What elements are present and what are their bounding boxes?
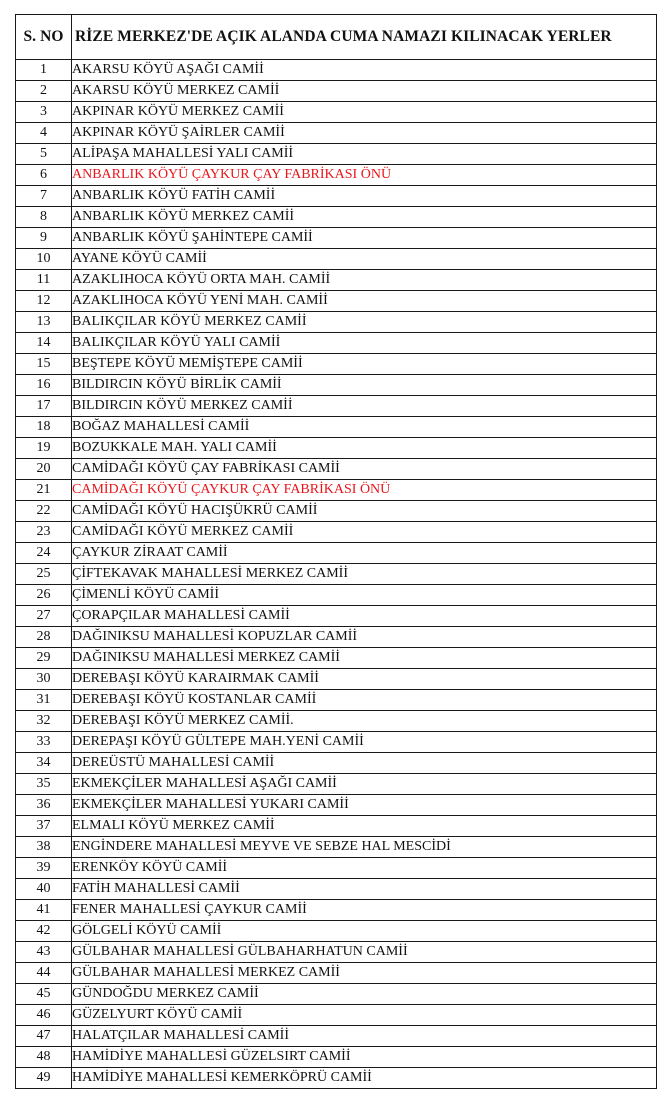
row-location-name: FATİH MAHALLESİ CAMİİ [72,879,657,900]
table-row [16,522,657,543]
table-row [16,648,657,669]
row-location-name: DEREPAŞI KÖYÜ GÜLTEPE MAH.YENİ CAMİİ [72,732,657,753]
table-row [16,228,657,249]
row-number: 26 [16,585,72,606]
row-number: 9 [16,228,72,249]
row-number: 2 [16,81,72,102]
row-number: 6 [16,165,72,186]
row-number: 30 [16,669,72,690]
row-number: 19 [16,438,72,459]
table-row [16,165,657,186]
row-location-name: ÇİFTEKAVAK MAHALLESİ MERKEZ CAMİİ [72,564,657,585]
table-row [16,396,657,417]
row-number: 45 [16,984,72,1005]
table-row [16,1005,657,1026]
row-location-name: ANBARLIK KÖYÜ FATİH CAMİİ [72,186,657,207]
row-location-name: GÜNDOĞDU MERKEZ CAMİİ [72,984,657,1005]
row-location-name: DEREBAŞI KÖYÜ KARAIRMAK CAMİİ [72,669,657,690]
row-number: 43 [16,942,72,963]
row-number: 21 [16,480,72,501]
row-number: 4 [16,123,72,144]
row-number: 10 [16,249,72,270]
row-number: 25 [16,564,72,585]
table-row [16,753,657,774]
table-row [16,879,657,900]
row-number: 15 [16,354,72,375]
table-row [16,942,657,963]
table-row [16,816,657,837]
table-row [16,207,657,228]
row-location-name: HALATÇILAR MAHALLESİ CAMİİ [72,1026,657,1047]
row-number: 46 [16,1005,72,1026]
row-location-name: ÇİMENLİ KÖYÜ CAMİİ [72,585,657,606]
table-row [16,501,657,522]
row-number: 47 [16,1026,72,1047]
row-location-name: DEREBAŞI KÖYÜ MERKEZ CAMİİ. [72,711,657,732]
row-location-name: BALIKÇILAR KÖYÜ YALI CAMİİ [72,333,657,354]
row-location-name: BOZUKKALE MAH. YALI CAMİİ [72,438,657,459]
row-number: 42 [16,921,72,942]
table-row [16,249,657,270]
row-location-name: HAMİDİYE MAHALLESİ KEMERKÖPRÜ CAMİİ [72,1068,657,1089]
row-number: 37 [16,816,72,837]
row-number: 5 [16,144,72,165]
table-row [16,438,657,459]
column-header-no: S. NO [16,15,72,60]
row-location-name: ENGİNDERE MAHALLESİ MEYVE VE SEBZE HAL MESCİDİ [72,837,657,858]
table-row [16,186,657,207]
row-location-name: BOĞAZ MAHALLESİ CAMİİ [72,417,657,438]
mosque-list-table [15,14,657,1089]
row-number: 44 [16,963,72,984]
table-row [16,984,657,1005]
table-row [16,1026,657,1047]
row-number: 8 [16,207,72,228]
row-location-name: BALIKÇILAR KÖYÜ MERKEZ CAMİİ [72,312,657,333]
table-body [16,60,657,1089]
table-row [16,291,657,312]
table-row [16,564,657,585]
table-row [16,312,657,333]
row-number: 29 [16,648,72,669]
table-row [16,102,657,123]
row-location-name: ERENKÖY KÖYÜ CAMİİ [72,858,657,879]
row-location-name: BEŞTEPE KÖYÜ MEMİŞTEPE CAMİİ [72,354,657,375]
table-row [16,543,657,564]
row-location-name: AZAKLIHOCA KÖYÜ ORTA MAH. CAMİİ [72,270,657,291]
row-location-name: ANBARLIK KÖYÜ MERKEZ CAMİİ [72,207,657,228]
row-location-name: DAĞINIKSU MAHALLESİ MERKEZ CAMİİ [72,648,657,669]
row-number: 24 [16,543,72,564]
row-location-name: AZAKLIHOCA KÖYÜ YENİ MAH. CAMİİ [72,291,657,312]
row-location-name: GÜLBAHAR MAHALLESİ MERKEZ CAMİİ [72,963,657,984]
row-number: 7 [16,186,72,207]
row-location-name: DAĞINIKSU MAHALLESİ KOPUZLAR CAMİİ [72,627,657,648]
table-row [16,921,657,942]
row-number: 27 [16,606,72,627]
row-number: 35 [16,774,72,795]
row-location-name: ANBARLIK KÖYÜ ÇAYKUR ÇAY FABRİKASI ÖNÜ [72,165,657,186]
row-number: 40 [16,879,72,900]
row-number: 49 [16,1068,72,1089]
row-number: 34 [16,753,72,774]
table-row [16,270,657,291]
row-location-name: HAMİDİYE MAHALLESİ GÜZELSIRT CAMİİ [72,1047,657,1068]
row-location-name: ÇAYKUR ZİRAAT CAMİİ [72,543,657,564]
row-location-name: BILDIRCIN KÖYÜ MERKEZ CAMİİ [72,396,657,417]
row-number: 22 [16,501,72,522]
row-number: 23 [16,522,72,543]
row-number: 1 [16,60,72,81]
table-row [16,585,657,606]
table-row [16,627,657,648]
row-location-name: CAMİDAĞI KÖYÜ HACIŞÜKRÜ CAMİİ [72,501,657,522]
row-location-name: AKPINAR KÖYÜ ŞAİRLER CAMİİ [72,123,657,144]
table-row [16,375,657,396]
row-location-name: DEREÜSTÜ MAHALLESİ CAMİİ [72,753,657,774]
row-number: 33 [16,732,72,753]
row-location-name: AKPINAR KÖYÜ MERKEZ CAMİİ [72,102,657,123]
table-row [16,333,657,354]
table-row [16,81,657,102]
table-row [16,963,657,984]
row-location-name: BILDIRCIN KÖYÜ BİRLİK CAMİİ [72,375,657,396]
table-row [16,669,657,690]
column-header-name: RİZE MERKEZ'DE AÇIK ALANDA CUMA NAMAZI KILINACAK YERLER [72,15,657,60]
table-row [16,900,657,921]
row-location-name: AYANE KÖYÜ CAMİİ [72,249,657,270]
row-number: 39 [16,858,72,879]
row-number: 16 [16,375,72,396]
table-row [16,795,657,816]
row-number: 28 [16,627,72,648]
row-location-name: ELMALI KÖYÜ MERKEZ CAMİİ [72,816,657,837]
row-location-name: DEREBAŞI KÖYÜ KOSTANLAR CAMİİ [72,690,657,711]
table-row [16,837,657,858]
row-location-name: CAMİDAĞI KÖYÜ ÇAY FABRİKASI CAMİİ [72,459,657,480]
table-row [16,1068,657,1089]
row-location-name: CAMİDAĞI KÖYÜ MERKEZ CAMİİ [72,522,657,543]
row-number: 38 [16,837,72,858]
table-row [16,417,657,438]
table-row [16,354,657,375]
row-location-name: GÜLBAHAR MAHALLESİ GÜLBAHARHATUN CAMİİ [72,942,657,963]
row-location-name: FENER MAHALLESİ ÇAYKUR CAMİİ [72,900,657,921]
row-number: 12 [16,291,72,312]
row-number: 14 [16,333,72,354]
table-row [16,858,657,879]
row-number: 17 [16,396,72,417]
row-location-name: ANBARLIK KÖYÜ ŞAHİNTEPE CAMİİ [72,228,657,249]
table-row [16,459,657,480]
table-row [16,480,657,501]
row-number: 48 [16,1047,72,1068]
table-row [16,732,657,753]
row-location-name: ALİPAŞA MAHALLESİ YALI CAMİİ [72,144,657,165]
row-number: 31 [16,690,72,711]
row-location-name: EKMEKÇİLER MAHALLESİ AŞAĞI CAMİİ [72,774,657,795]
row-number: 36 [16,795,72,816]
row-location-name: ÇORAPÇILAR MAHALLESİ CAMİİ [72,606,657,627]
table-header-row [16,15,657,60]
table-row [16,606,657,627]
table-row [16,690,657,711]
row-number: 13 [16,312,72,333]
row-location-name: GÖLGELİ KÖYÜ CAMİİ [72,921,657,942]
row-location-name: CAMİDAĞI KÖYÜ ÇAYKUR ÇAY FABRİKASI ÖNÜ [72,480,657,501]
row-location-name: EKMEKÇİLER MAHALLESİ YUKARI CAMİİ [72,795,657,816]
row-number: 18 [16,417,72,438]
row-location-name: AKARSU KÖYÜ MERKEZ CAMİİ [72,81,657,102]
table-row [16,123,657,144]
row-location-name: GÜZELYURT KÖYÜ CAMİİ [72,1005,657,1026]
row-location-name: AKARSU KÖYÜ AŞAĞI CAMİİ [72,60,657,81]
row-number: 3 [16,102,72,123]
row-number: 41 [16,900,72,921]
row-number: 20 [16,459,72,480]
table-row [16,60,657,81]
table-row [16,711,657,732]
table-row [16,144,657,165]
row-number: 32 [16,711,72,732]
table-row [16,1047,657,1068]
table-row [16,774,657,795]
row-number: 11 [16,270,72,291]
